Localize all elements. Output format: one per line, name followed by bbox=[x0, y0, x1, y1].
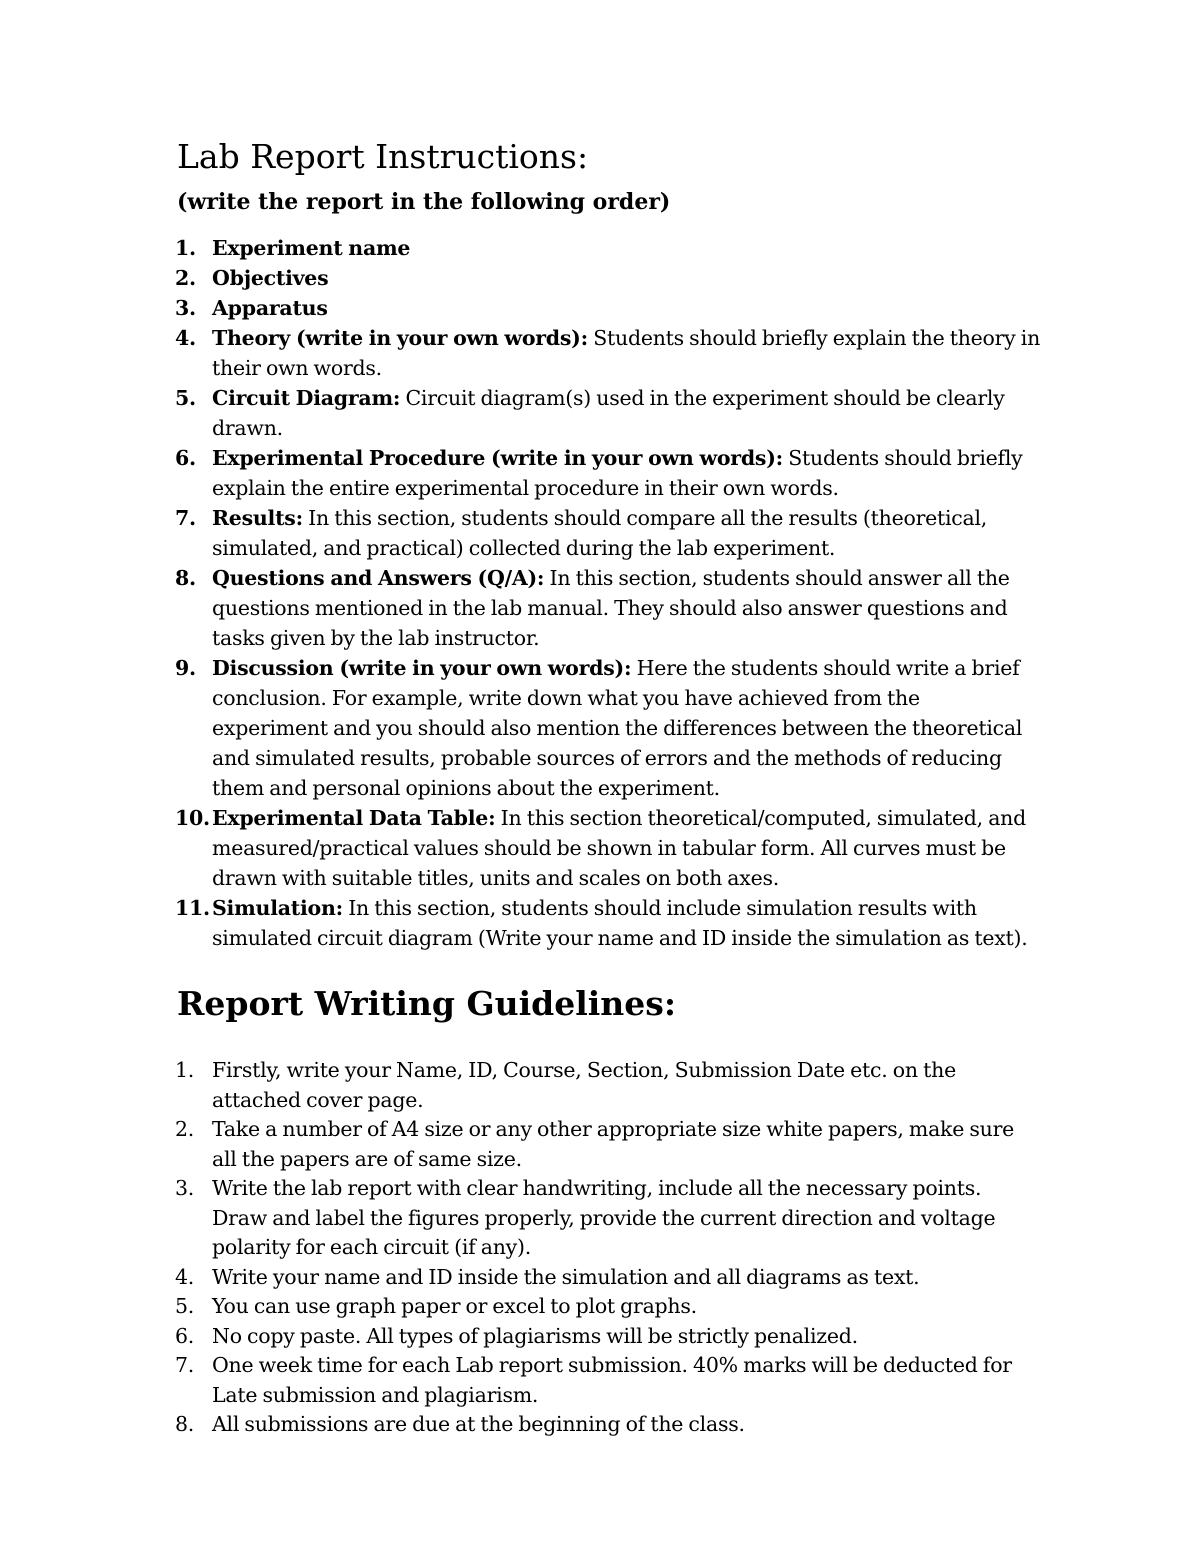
guideline-item-7 bbox=[0, 1351, 1072, 1410]
guideline-item-8 bbox=[0, 1410, 1072, 1440]
item-text: Students should briefly bbox=[782, 446, 1023, 470]
item-label: Discussion (write in your own words): bbox=[212, 656, 632, 680]
guideline-item-6 bbox=[0, 1322, 1072, 1352]
item-number: 4. bbox=[175, 326, 196, 350]
item-text: Draw and label the figures properly, provide the current direction and voltage bbox=[212, 1205, 996, 1230]
item-text: Write your name and ID inside the simulation and all diagrams as text. bbox=[212, 1264, 920, 1289]
item-label: Experiment name bbox=[212, 236, 411, 260]
instruction-item-3 bbox=[0, 293, 1072, 323]
item-label: Experimental Data Table: bbox=[212, 806, 496, 830]
item-text: attached cover page. bbox=[212, 1087, 424, 1112]
item-label: Objectives bbox=[212, 266, 329, 290]
item-number: 7. bbox=[175, 506, 196, 530]
item-text: Late submission and plagiarism. bbox=[212, 1382, 539, 1407]
item-text: experiment and you should also mention the differences between the theoretical bbox=[212, 716, 1023, 740]
item-text: explain the entire experimental procedure in their own words. bbox=[212, 476, 839, 500]
item-text: questions mentioned in the lab manual. They should also answer questions and bbox=[212, 596, 1008, 620]
guideline-item-3 bbox=[0, 1174, 1072, 1263]
item-number: 10. bbox=[175, 806, 210, 830]
item-text: Here the students should write a brief bbox=[631, 656, 1020, 680]
item-number: 1. bbox=[175, 1058, 195, 1082]
item-text: In this section, students should answer all the bbox=[544, 566, 1010, 590]
item-number: 1. bbox=[175, 236, 196, 260]
guideline-item-5 bbox=[0, 1292, 1072, 1322]
item-number: 5. bbox=[175, 386, 196, 410]
instruction-item-9 bbox=[0, 653, 1072, 803]
item-text: conclusion. For example, write down what you have achieved from the bbox=[212, 686, 920, 710]
item-label: Apparatus bbox=[212, 296, 328, 320]
item-text: their own words. bbox=[212, 356, 382, 380]
item-number: 5. bbox=[175, 1294, 195, 1318]
item-number: 11. bbox=[175, 896, 210, 920]
item-label: Theory (write in your own words): bbox=[212, 326, 588, 350]
instructions-list bbox=[0, 233, 1200, 953]
item-number: 2. bbox=[175, 1117, 195, 1141]
item-text: polarity for each circuit (if any). bbox=[212, 1235, 531, 1259]
item-text: all the papers are of same size. bbox=[212, 1146, 522, 1171]
item-number: 7. bbox=[175, 1353, 195, 1377]
item-text: simulated, and practical) collected during the lab experiment. bbox=[212, 536, 836, 560]
instruction-item-7 bbox=[0, 503, 1072, 563]
item-text: In this section, students should include simulation results with bbox=[342, 896, 977, 920]
item-number: 3. bbox=[175, 296, 196, 320]
instruction-item-2 bbox=[0, 263, 1072, 293]
guidelines-title: Report Writing Guidelines: bbox=[177, 984, 677, 1023]
instruction-item-4 bbox=[0, 323, 1072, 383]
item-number: 9. bbox=[175, 656, 196, 680]
item-label: Questions and Answers (Q/A): bbox=[212, 566, 545, 590]
item-label: Results: bbox=[212, 506, 303, 530]
instruction-item-1 bbox=[0, 233, 1072, 263]
item-text: Circuit diagram(s) used in the experiment should be clearly bbox=[400, 386, 1005, 410]
guideline-item-4 bbox=[0, 1263, 1072, 1293]
item-number: 6. bbox=[175, 1323, 195, 1348]
item-text: drawn. bbox=[212, 416, 283, 440]
item-text: Take a number of A4 size or any other appropriate size white papers, make sure bbox=[212, 1117, 1015, 1141]
instruction-item-10 bbox=[0, 803, 1072, 893]
item-text: drawn with suitable titles, units and scales on both axes. bbox=[212, 866, 779, 890]
item-text: and simulated results, probable sources of errors and the methods of reducing bbox=[212, 746, 1002, 770]
guidelines-list bbox=[0, 1056, 1200, 1440]
item-text: Firstly, write your Name, ID, Course, Section, Submission Date etc. on the bbox=[212, 1058, 956, 1082]
item-label: Experimental Procedure (write in your own words): bbox=[212, 446, 783, 470]
item-text: simulated circuit diagram (Write your name and ID inside the simulation as text). bbox=[212, 926, 1028, 950]
item-number: 2. bbox=[175, 266, 196, 290]
guideline-item-2 bbox=[0, 1115, 1072, 1174]
instruction-item-6 bbox=[0, 443, 1072, 503]
instruction-item-8 bbox=[0, 563, 1072, 653]
item-text: tasks given by the lab instructor. bbox=[212, 626, 540, 650]
guideline-item-1 bbox=[0, 1056, 1072, 1115]
item-number: 3. bbox=[175, 1176, 195, 1200]
item-number: 8. bbox=[175, 566, 196, 590]
instructions-title: Lab Report Instructions: bbox=[177, 137, 589, 176]
instructions-subtitle: (write the report in the following order) bbox=[177, 189, 671, 215]
item-label: Circuit Diagram: bbox=[212, 386, 401, 410]
item-text: No copy paste. All types of plagiarisms will be strictly penalized. bbox=[212, 1323, 858, 1348]
item-label: Simulation: bbox=[212, 896, 343, 920]
item-text: measured/practical values should be shown in tabular form. All curves must be bbox=[212, 836, 1006, 860]
item-text: One week time for each Lab report submission. 40% marks will be deducted for bbox=[212, 1353, 1012, 1377]
instruction-item-5 bbox=[0, 383, 1072, 443]
item-number: 8. bbox=[175, 1412, 195, 1436]
item-text: In this section theoretical/computed, simulated, and bbox=[495, 806, 1026, 830]
item-number: 4. bbox=[175, 1264, 195, 1289]
item-text: them and personal opinions about the experiment. bbox=[212, 776, 720, 800]
item-text: Students should briefly explain the theory in bbox=[587, 326, 1041, 350]
item-text: All submissions are due at the beginning of the class. bbox=[212, 1412, 745, 1436]
item-text: In this section, students should compare all the results (theoretical, bbox=[302, 506, 988, 530]
item-text: You can use graph paper or excel to plot graphs. bbox=[212, 1294, 697, 1318]
instruction-item-11 bbox=[0, 893, 1072, 953]
item-number: 6. bbox=[175, 446, 196, 470]
item-text: Write the lab report with clear handwriting, include all the necessary points. bbox=[212, 1176, 982, 1200]
